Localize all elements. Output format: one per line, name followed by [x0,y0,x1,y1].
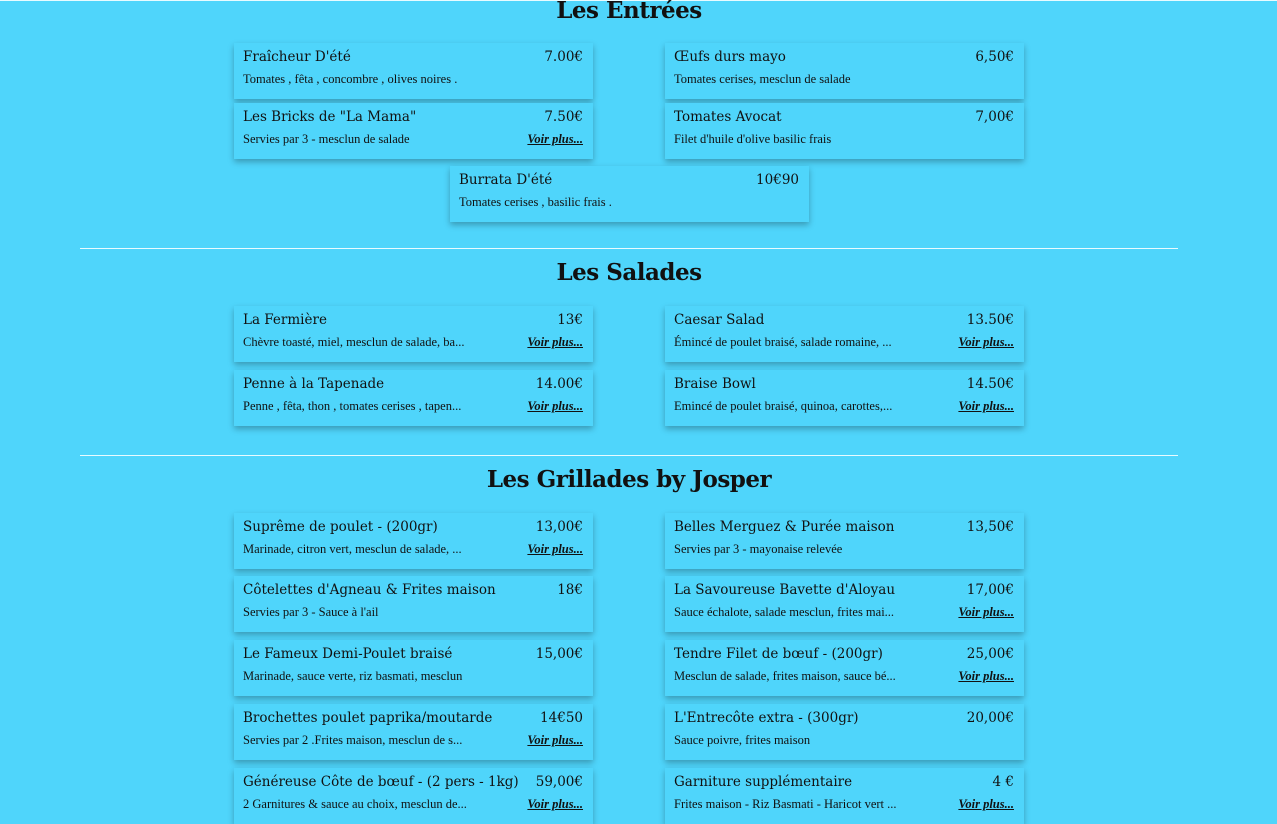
menu-item-name: La Fermière [243,312,327,328]
section-divider [80,248,1178,249]
menu-item-price: 59,00€ [535,774,583,790]
menu-item-description: Tomates cerises , basilic frais . [459,195,612,209]
menu-item-description: Servies par 3 - Sauce à l'ail [243,605,379,619]
menu-item-name: Garniture supplémentaire [674,774,853,790]
section-title-les-entrees: Les Entrées [556,0,702,24]
menu-item-name: Tomates Avocat [674,109,782,125]
menu-item-name: La Savoureuse Bavette d'Aloyau [674,582,896,598]
menu-item-description: Servies par 3 - mayonaise relevée [674,542,843,556]
menu-item-card[interactable] [234,768,593,824]
voir-plus-link[interactable]: Voir plus... [527,335,583,349]
menu-item-card[interactable] [234,43,593,99]
menu-item-price: 13€ [557,312,583,328]
menu-item-price: 10€90 [756,172,799,188]
menu-item-description: Tomates , fêta , concombre , olives noires . [243,72,458,86]
menu-item-name: Le Fameux Demi-Poulet braisé [243,646,453,662]
menu-item-card[interactable] [665,704,1024,760]
voir-plus-link[interactable]: Voir plus... [527,132,583,146]
menu-item-card[interactable] [234,513,593,569]
menu-item-description: Sauce échalote, salade mesclun, frites mai... [674,605,895,619]
menu-item-card[interactable] [450,166,809,222]
menu-item-name: Belles Merguez & Purée maison [674,519,895,535]
menu-item-description: Marinade, sauce verte, riz basmati, mesclun [243,669,463,683]
menu-item-description: 2 Garnitures & sauce au choix, mesclun de... [243,797,467,811]
menu-item-card[interactable] [665,43,1024,99]
menu-item-price: 13,00€ [535,519,583,535]
menu-item-name: Tendre Filet de bœuf - (200gr) [674,646,883,662]
menu-item-card[interactable] [665,370,1024,426]
voir-plus-link[interactable]: Voir plus... [527,542,583,556]
menu-item-price: 13,50€ [966,519,1014,535]
menu-item-price: 20,00€ [966,710,1014,726]
menu-item-name: Fraîcheur D'été [243,49,351,65]
menu-item-price: 14.00€ [535,376,583,392]
menu-item-name: Braise Bowl [674,376,756,392]
menu-item-description: Frites maison - Riz Basmati - Haricot vert ... [674,797,897,811]
menu-item-description: Penne , fêta, thon , tomates cerises , tapen... [243,399,462,413]
menu-item-card[interactable] [665,306,1024,362]
menu-item-description: Filet d'huile d'olive basilic frais [674,132,832,146]
menu-item-name: Suprême de poulet - (200gr) [243,519,438,535]
menu-item-card[interactable] [234,704,593,760]
section-title-les-grillades-by-josper: Les Grillades by Josper [486,466,772,493]
menu-item-name: L'Entrecôte extra - (300gr) [674,710,859,726]
menu-item-card[interactable] [234,103,593,159]
menu-item-description: Sauce poivre, frites maison [674,733,811,747]
menu-item-description: Mesclun de salade, frites maison, sauce bé... [674,669,896,683]
voir-plus-link[interactable]: Voir plus... [527,399,583,413]
voir-plus-link[interactable]: Voir plus... [527,733,583,747]
menu-item-card[interactable] [234,370,593,426]
menu-item-description: Marinade, citron vert, mesclun de salade, ... [243,542,462,556]
menu-item-card[interactable] [665,576,1024,632]
menu-item-name: Généreuse Côte de bœuf - (2 pers - 1kg) [243,774,519,790]
voir-plus-link[interactable]: Voir plus... [527,797,583,811]
menu-item-price: 15,00€ [535,646,583,662]
menu-item-price: 17,00€ [966,582,1014,598]
menu-item-price: 25,00€ [966,646,1014,662]
menu-item-price: 7.50€ [544,109,583,125]
menu-item-card[interactable] [665,640,1024,696]
menu-item-name: Œufs durs mayo [674,49,786,65]
menu-item-name: Penne à la Tapenade [243,376,385,392]
menu-item-price: 18€ [557,582,583,598]
menu-item-price: 4 € [992,774,1014,790]
menu-item-price: 14.50€ [966,376,1014,392]
menu-item-price: 13.50€ [966,312,1014,328]
menu-item-card[interactable] [665,103,1024,159]
voir-plus-link[interactable]: Voir plus... [958,399,1014,413]
menu-item-name: Les Bricks de "La Mama" [243,109,417,125]
menu-item-card[interactable] [234,640,593,696]
menu-item-name: Côtelettes d'Agneau & Frites maison [243,582,496,598]
menu-item-card[interactable] [665,513,1024,569]
menu-item-description: Émincé de poulet braisé, salade romaine, ... [674,335,892,349]
menu-item-description: Tomates cerises, mesclun de salade [674,72,851,86]
menu-item-price: 14€50 [540,710,583,726]
menu-item-price: 7,00€ [975,109,1014,125]
menu-item-card[interactable] [234,306,593,362]
menu-item-name: Burrata D'été [459,172,553,188]
menu-item-description: Chèvre toasté, miel, mesclun de salade, ba... [243,335,465,349]
menu-item-price: 7.00€ [544,49,583,65]
menu-item-name: Brochettes poulet paprika/moutarde [243,710,493,726]
voir-plus-link[interactable]: Voir plus... [958,669,1014,683]
voir-plus-link[interactable]: Voir plus... [958,335,1014,349]
menu-item-price: 6,50€ [975,49,1014,65]
menu-item-description: Servies par 2 .Frites maison, mesclun de s... [243,733,463,747]
menu-item-card[interactable] [234,576,593,632]
section-title-les-salades: Les Salades [556,259,702,286]
menu-item-description: Servies par 3 - mesclun de salade [243,132,410,146]
menu-item-name: Caesar Salad [674,312,765,328]
voir-plus-link[interactable]: Voir plus... [958,797,1014,811]
menu-item-card[interactable] [665,768,1024,824]
voir-plus-link[interactable]: Voir plus... [958,605,1014,619]
menu-item-description: Emincé de poulet braisé, quinoa, carottes,... [674,399,893,413]
section-divider [80,455,1178,456]
